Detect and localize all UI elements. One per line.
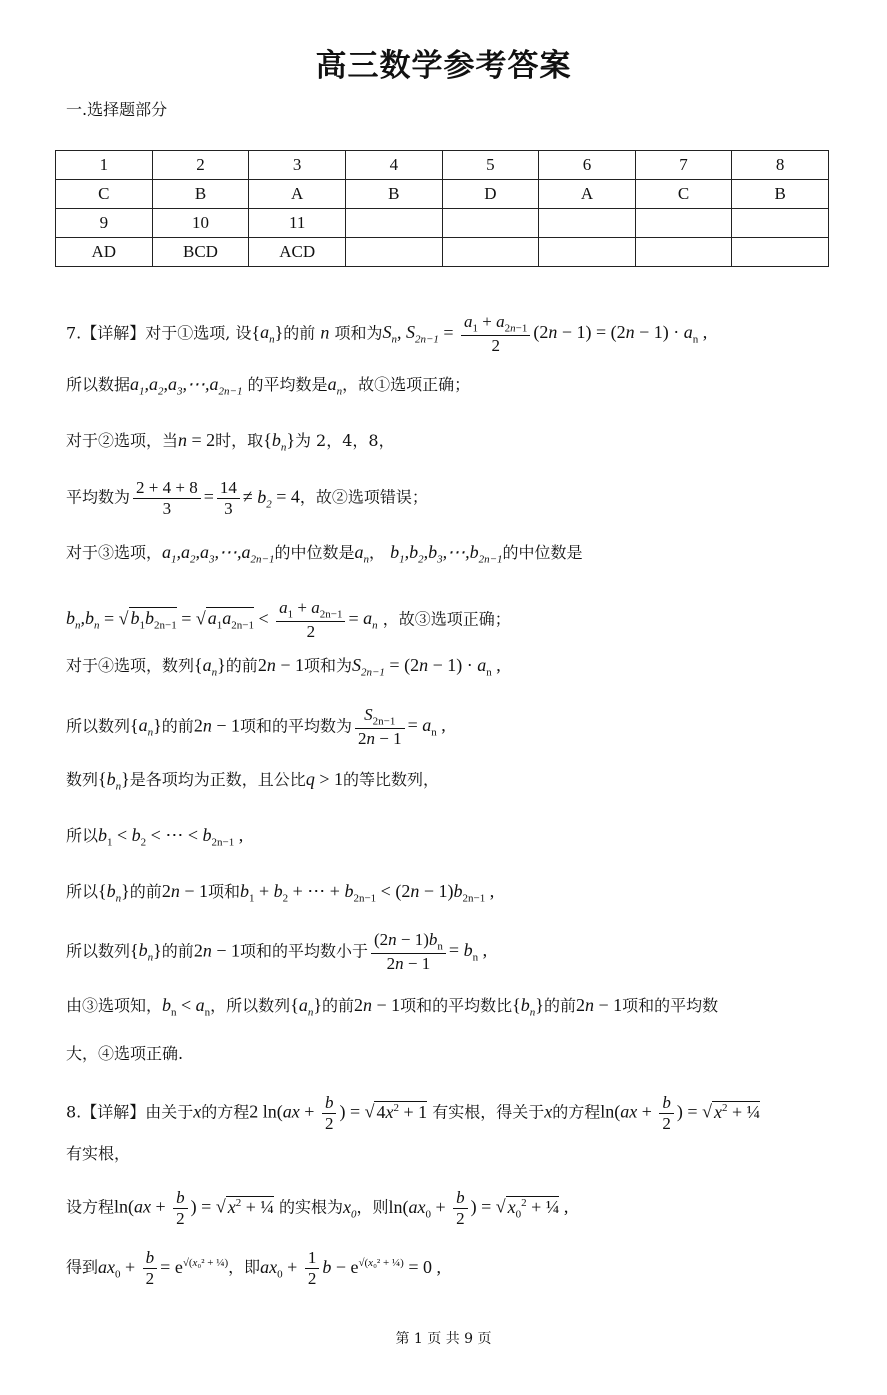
solution-line: 数列$\{b_n\}$是各项均为正数，且公比q > 1的等比数列，: [66, 769, 439, 793]
table-cell: [539, 209, 636, 238]
table-cell: AD: [56, 238, 153, 267]
solution-line: 7.【详解】对于①选项, 设$\{a_n\}$的前 n 项和为$S_n$, $S_{2n-1}$ = $\frac{a_1 + a_{2n-1}}{2}$ $(2n - 1) = (2n - 1) \cdot a_n$ ,: [66, 312, 708, 356]
table-cell: C: [56, 180, 153, 209]
table-cell: B: [732, 180, 829, 209]
table-cell: ACD: [249, 238, 346, 267]
table-cell: [732, 238, 829, 267]
table-cell: B: [152, 180, 249, 209]
table-cell: C: [635, 180, 732, 209]
solution-line: 所以$\{b_n\}$的前2n − 1项和$b_1 + b_2$ + ⋯ + $b_{2n-1} < (2n - 1)b_{2n-1}$ ,: [66, 881, 495, 905]
solution-line: 所以数列$\{a_n\}$的前2n − 1项和的平均数为 $\frac{S_{2n-1}}{2n - 1}$ = $a_n$ ,: [66, 705, 446, 749]
table-cell: 3: [249, 151, 346, 180]
table-cell: 7: [635, 151, 732, 180]
table-cell: [732, 209, 829, 238]
table-cell: [442, 238, 539, 267]
table-row: [56, 209, 829, 238]
solution-line: 有实根，: [66, 1144, 131, 1163]
table-cell: 5: [442, 151, 539, 180]
table-cell: [442, 209, 539, 238]
table-cell: 2: [152, 151, 249, 180]
table-cell: 8: [732, 151, 829, 180]
page-footer: 第 1 页 共 9 页: [395, 1331, 492, 1347]
table-cell: [346, 209, 443, 238]
table-cell: 9: [56, 209, 153, 238]
table-cell: 6: [539, 151, 636, 180]
section-heading: 一.选择题部分: [66, 100, 168, 119]
table-cell: 11: [249, 209, 346, 238]
table-cell: BCD: [152, 238, 249, 267]
table-cell: B: [346, 180, 443, 209]
solution-line: 平均数为 $\frac{2 + 4 + 8}{3}$ = $\frac{14}{3}$ ≠ $b_2 = 4$，故②选项错误；: [66, 478, 428, 518]
table-cell: 4: [346, 151, 443, 180]
table-cell: D: [442, 180, 539, 209]
table-cell: [635, 209, 732, 238]
solution-line: 得到$ax_0$ + $\frac{b}{2}$ = $e^{√(x_0^2 + \frac{1}{4})}$，即$ax_0$ + $\frac{1}{2}$ $b - e^{√(x_0^2 + \frac{1}{4})} = 0$ ,: [66, 1248, 441, 1288]
table-row: [56, 151, 829, 180]
table-cell: [539, 238, 636, 267]
table-row: [56, 238, 829, 267]
table-cell: 1: [56, 151, 153, 180]
page-title: 高三数学参考答案: [315, 48, 572, 84]
answer-table: [55, 150, 829, 267]
table-cell: 10: [152, 209, 249, 238]
solution-line: 由③选项知，$b_n < a_n$，所以数列$\{a_n\}$的前2n − 1项和的平均数比$\{b_n\}$的前2n − 1项和的平均数: [66, 995, 719, 1019]
solution-line: 所以数列$\{b_n\}$的前2n − 1项和的平均数小于 $\frac{(2n - 1)b_n}{2n - 1}$ = $b_n$ ,: [66, 930, 488, 974]
table-cell: [635, 238, 732, 267]
table-cell: A: [249, 180, 346, 209]
solution-line: 所以$b_1 < b_2$ < ⋯ < $b_{2n-1}$ ,: [66, 825, 244, 849]
solution-line: 对于④选项，数列$\{a_n\}$的前2n − 1项和为$S_{2n-1} = (2n - 1) \cdot a_n$ ,: [66, 655, 501, 679]
solution-line: 所以数据$a_1,a_2,a_3,\cdots,a_{2n-1}$ 的平均数是$a_n$，故①选项正确；: [66, 374, 471, 398]
solution-line: 对于②选项，当n = 2时，取$\{b_n\}$为 2，4，8，: [66, 430, 395, 454]
table-cell: [346, 238, 443, 267]
solution-line: 对于③选项，$a_1,a_2,a_3,\cdots,a_{2n-1}$的中位数是$a_n$， $b_1,b_2,b_3,\cdots,b_{2n-1}$的中位数是: [66, 542, 583, 566]
solution-line: 大，④选项正确.: [66, 1044, 184, 1063]
solution-line: 设方程ln(ax + $\frac{b}{2}$ ) = √ $x^2$ + ¼ 的实根为$x_0$，则$\ln(ax_0$ + $\frac{b}{2}$ ) = √ $x_0^2$ + ¼ ,: [66, 1188, 569, 1228]
solution-line: 8.【详解】由关于x的方程2 ln(ax + $\frac{b}{2}$ ) = √ $4x^2 + 1$ 有实根，得关于x的方程ln(ax + $\frac{b}{2}$ ) = √ $x^2$ + ¼: [66, 1093, 761, 1133]
solution-line: $b_n,b_n$ = √ $b_1b_{2n-1}$ = √ $a_1a_{2n-1}$ < $\frac{a_1 + a_{2n-1}}{2}$ = $a_n$ ，故③选项正确；: [66, 598, 511, 642]
table-row: [56, 180, 829, 209]
table-cell: A: [539, 180, 636, 209]
